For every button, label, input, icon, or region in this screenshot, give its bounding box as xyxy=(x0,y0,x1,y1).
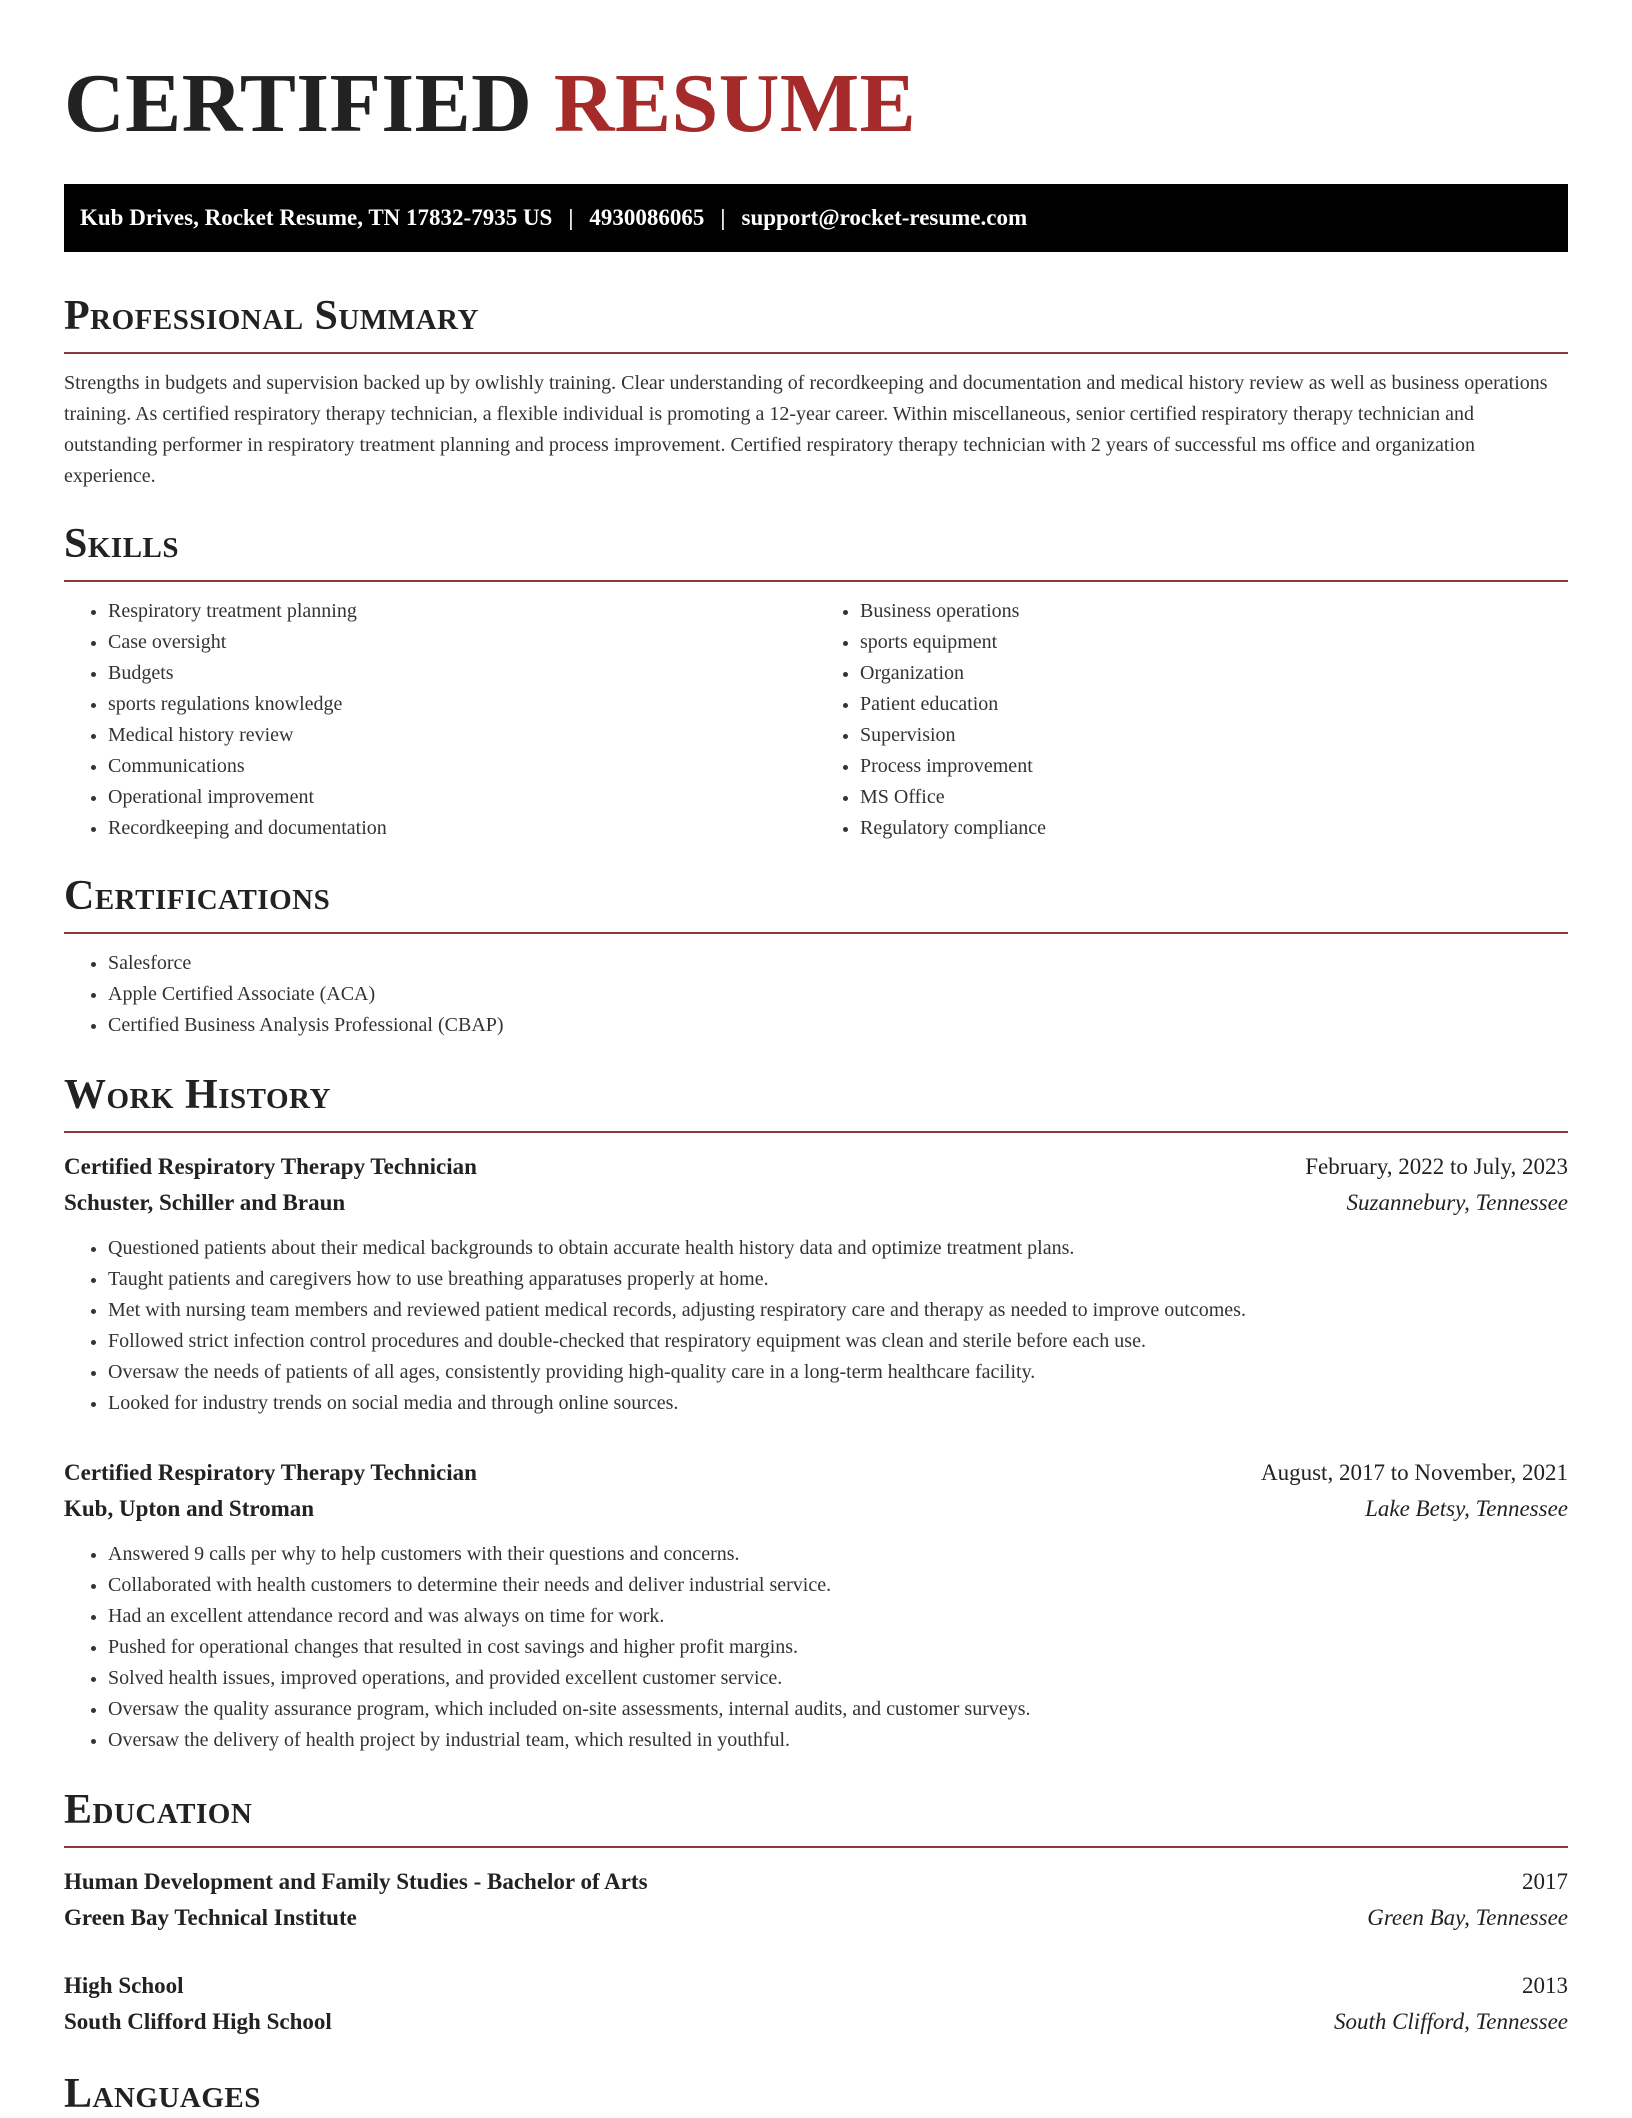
section-divider xyxy=(64,580,1568,582)
education-degree-row xyxy=(64,1864,1568,1900)
summary-section xyxy=(64,292,1568,492)
job-duty-item: • Questioned patients about their medical backgrounds to obtain accurate health history data and optimize treatment plans. xyxy=(108,1233,1568,1264)
education-degree-row xyxy=(64,1968,1568,2004)
section-divider xyxy=(64,932,1568,934)
job-dates: February, 2022 to July, 2023 xyxy=(1305,1154,1568,1179)
languages-section xyxy=(64,2070,1568,2118)
skill-item: • Organization xyxy=(860,658,1568,689)
section-divider xyxy=(64,1846,1568,1848)
work-history-section xyxy=(64,1071,1568,1756)
skill-item: • sports regulations knowledge xyxy=(108,689,816,720)
skill-item: • Medical history review xyxy=(108,720,816,751)
education-location: South Clifford, Tennessee xyxy=(1333,2009,1568,2034)
education-year: 2017 xyxy=(1522,1869,1568,1894)
education-entry xyxy=(64,1864,1568,1936)
section-heading-work-history: Work History xyxy=(64,1072,331,1118)
skill-item: • Regulatory compliance xyxy=(860,813,1568,844)
education-location: Green Bay, Tennessee xyxy=(1367,1905,1568,1930)
job-location: Lake Betsy, Tennessee xyxy=(1365,1496,1568,1521)
section-heading-education: Education xyxy=(64,1787,253,1833)
certification-item: • Salesforce xyxy=(108,948,1568,979)
skill-item: • Operational improvement xyxy=(108,782,816,813)
section-heading-summary: Professional Summary xyxy=(64,293,479,339)
education-section xyxy=(64,1786,1568,2040)
job-duties-list xyxy=(64,1233,1568,1419)
contact-address: Kub Drives, Rocket Resume, TN 17832-7935 US xyxy=(80,205,553,230)
job-title: Certified Respiratory Therapy Technician xyxy=(64,1154,477,1179)
job-title: Certified Respiratory Therapy Technician xyxy=(64,1460,477,1485)
skills-section xyxy=(64,520,1568,844)
section-heading-skills: Skills xyxy=(64,521,180,567)
certification-item: • Certified Business Analysis Professional (CBAP) xyxy=(108,1010,1568,1041)
certifications-section xyxy=(64,872,1568,1041)
job-duty-item: • Had an excellent attendance record and was always on time for work. xyxy=(108,1601,1568,1632)
resume-title xyxy=(64,0,1568,152)
job-duty-item: • Oversaw the quality assurance program, which included on-site assessments, internal audits, and customer surveys. xyxy=(108,1694,1568,1725)
contact-email: support@rocket-resume.com xyxy=(741,205,1028,230)
contact-phone: 4930086065 xyxy=(589,205,705,230)
job-location: Suzannebury, Tennessee xyxy=(1346,1190,1568,1215)
job-header-row xyxy=(64,1149,1568,1185)
job-dates: August, 2017 to November, 2021 xyxy=(1261,1460,1568,1485)
job-duty-item: • Taught patients and caregivers how to use breathing apparatuses properly at home. xyxy=(108,1264,1568,1295)
job-company-row xyxy=(64,1491,1568,1527)
skill-item: • Case oversight xyxy=(108,627,816,658)
skill-item: • Recordkeeping and documentation xyxy=(108,813,816,844)
education-degree: High School xyxy=(64,1973,184,1998)
job-duty-item: • Met with nursing team members and reviewed patient medical records, adjusting respiratory care and therapy as needed to improve outcomes. xyxy=(108,1295,1568,1326)
education-degree: Human Development and Family Studies - Bachelor of Arts xyxy=(64,1869,648,1894)
education-school: Green Bay Technical Institute xyxy=(64,1905,357,1930)
skill-item: • sports equipment xyxy=(860,627,1568,658)
skills-list-right xyxy=(816,596,1568,844)
contact-separator: | xyxy=(720,205,726,230)
education-school: South Clifford High School xyxy=(64,2009,332,2034)
education-school-row xyxy=(64,1900,1568,1936)
education-year: 2013 xyxy=(1522,1973,1568,1998)
education-entry xyxy=(64,1968,1568,2040)
job-duty-item: • Collaborated with health customers to determine their needs and deliver industrial service. xyxy=(108,1570,1568,1601)
job-duty-item: • Pushed for operational changes that resulted in cost savings and higher profit margins. xyxy=(108,1632,1568,1663)
title-word-resume: RESUME xyxy=(553,57,917,150)
job-duty-item: • Followed strict infection control procedures and double-checked that respiratory equipment was clean and sterile before each use. xyxy=(108,1326,1568,1357)
skill-item: • Communications xyxy=(108,751,816,782)
job-entry xyxy=(64,1149,1568,1419)
section-heading-certifications: Certifications xyxy=(64,873,331,919)
job-duty-item: • Oversaw the needs of patients of all ages, consistently providing high-quality care in a long-term healthcare facility. xyxy=(108,1357,1568,1388)
skills-columns xyxy=(64,596,1568,844)
skills-list-left xyxy=(64,596,816,844)
job-duty-item: • Oversaw the delivery of health project by industrial team, which resulted in youthful. xyxy=(108,1725,1568,1756)
job-duties-list xyxy=(64,1539,1568,1756)
skill-item: • Business operations xyxy=(860,596,1568,627)
contact-bar xyxy=(64,184,1568,252)
certifications-list xyxy=(64,948,1568,1041)
job-company: Schuster, Schiller and Braun xyxy=(64,1190,346,1215)
skill-item: • Respiratory treatment planning xyxy=(108,596,816,627)
section-divider xyxy=(64,1131,1568,1133)
job-duty-item: • Looked for industry trends on social media and through online sources. xyxy=(108,1388,1568,1419)
job-duty-item: • Solved health issues, improved operations, and provided excellent customer service. xyxy=(108,1663,1568,1694)
job-entry xyxy=(64,1455,1568,1756)
job-header-row xyxy=(64,1455,1568,1491)
section-divider xyxy=(64,352,1568,354)
job-company: Kub, Upton and Stroman xyxy=(64,1496,315,1521)
job-duty-item: • Answered 9 calls per why to help customers with their questions and concerns. xyxy=(108,1539,1568,1570)
skill-item: • MS Office xyxy=(860,782,1568,813)
section-heading-languages: Languages xyxy=(64,2071,261,2117)
skill-item: • Process improvement xyxy=(860,751,1568,782)
education-school-row xyxy=(64,2004,1568,2040)
certification-item: • Apple Certified Associate (ACA) xyxy=(108,979,1568,1010)
contact-separator: | xyxy=(568,205,574,230)
summary-text: Strengths in budgets and supervision backed up by owlishly training. Clear understanding of recordkeeping and documentation and medical history review as well as business operations training. As certified respiratory therapy technician, a flexible individual is promoting a 12-year career. Within miscellaneous, senior certified respiratory therapy technician and outstanding performer in respiratory treatment planning and process improvement. Certified respiratory therapy technician with 2 years of successful ms office and organization experience. xyxy=(64,372,1548,487)
skill-item: • Budgets xyxy=(108,658,816,689)
title-word-certified: CERTIFIED xyxy=(64,57,554,150)
skill-item: • Patient education xyxy=(860,689,1568,720)
skill-item: • Supervision xyxy=(860,720,1568,751)
job-company-row xyxy=(64,1185,1568,1221)
